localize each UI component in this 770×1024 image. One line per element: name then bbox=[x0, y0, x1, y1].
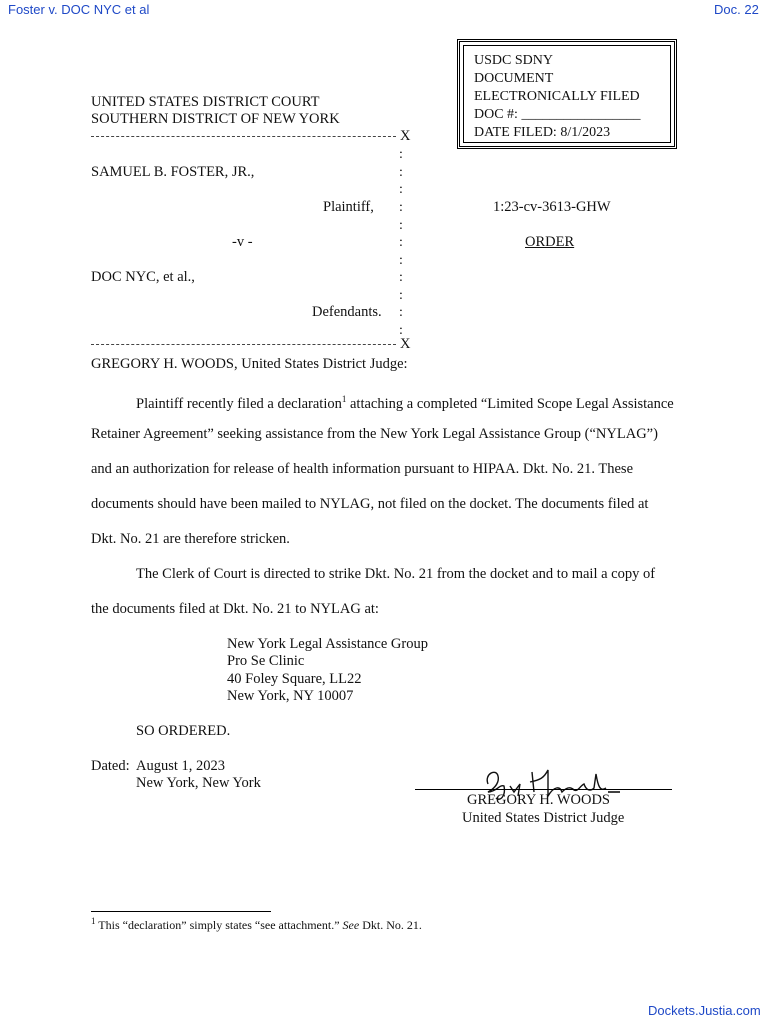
body-line: and an authorization for release of health information pursuant to HIPAA. Dkt. No. 21. These bbox=[91, 461, 634, 477]
caption-colon: : bbox=[399, 218, 403, 233]
stamp-line: DOCUMENT bbox=[474, 71, 554, 86]
body-line: the documents filed at Dkt. No. 21 to NYLAG at: bbox=[91, 601, 379, 617]
footnote-number: 1 bbox=[91, 916, 96, 926]
caption-colon: : bbox=[399, 323, 403, 338]
defendant-role: Defendants. bbox=[312, 304, 382, 320]
stamp-line: ELECTRONICALLY FILED bbox=[474, 89, 640, 104]
caption-colon: : bbox=[399, 147, 403, 162]
signer-name: GREGORY H. WOODS bbox=[467, 792, 610, 808]
case-title-link[interactable]: Foster v. DOC NYC et al bbox=[8, 2, 150, 17]
court-name: UNITED STATES DISTRICT COURT bbox=[91, 94, 320, 110]
stamp-line: USDC SDNY bbox=[474, 53, 553, 68]
dated-place: New York, New York bbox=[136, 775, 261, 791]
signature-line bbox=[415, 789, 672, 790]
filing-stamp bbox=[457, 39, 677, 149]
caption-colon: : bbox=[399, 305, 403, 320]
body-line: Plaintiff recently filed a declaration$^1$ attaching a completed “Limited Scope Legal Assistance bbox=[136, 394, 674, 412]
signer-title: United States District Judge bbox=[462, 810, 625, 826]
footnote-ref[interactable]: 1 bbox=[341, 394, 347, 404]
caption-colon: : bbox=[399, 182, 403, 197]
caption-colon: : bbox=[399, 200, 403, 215]
caption-colon: : bbox=[399, 165, 403, 180]
body-line: The Clerk of Court is directed to strike Dkt. No. 21 from the docket and to mail a copy of bbox=[136, 566, 656, 582]
body-line: Retainer Agreement” seeking assistance from the New York Legal Assistance Group (“NYLAG”) bbox=[91, 426, 658, 442]
caption-colon: : bbox=[399, 253, 403, 268]
caption-colon: : bbox=[399, 288, 403, 303]
stamp-date-filed: DATE FILED: 8/1/2023 bbox=[474, 125, 611, 140]
address-line: 40 Foley Square, LL22 bbox=[227, 671, 362, 687]
dated-date: August 1, 2023 bbox=[136, 758, 226, 774]
footnote-divider bbox=[91, 911, 271, 912]
order-title: ORDER bbox=[525, 234, 575, 250]
caption-divider-top bbox=[91, 136, 396, 137]
plaintiff-role: Plaintiff, bbox=[323, 199, 374, 215]
case-number: 1:23-cv-3613-GHW bbox=[493, 199, 611, 215]
dated-label: Dated: bbox=[91, 758, 130, 774]
caption-colon: : bbox=[399, 235, 403, 250]
court-district: SOUTHERN DISTRICT OF NEW YORK bbox=[91, 111, 340, 127]
address-line: New York, NY 10007 bbox=[227, 688, 354, 704]
body-line: documents should have been mailed to NYLAG, not filed on the docket. The documents filed at bbox=[91, 496, 649, 512]
caption-colon: : bbox=[399, 270, 403, 285]
versus-label: -v - bbox=[232, 234, 253, 250]
plaintiff-name: SAMUEL B. FOSTER, JR., bbox=[91, 164, 255, 180]
caption-x-bottom: X bbox=[400, 336, 411, 352]
caption-divider-bottom bbox=[91, 344, 396, 345]
defendant-name: DOC NYC, et al., bbox=[91, 269, 195, 285]
address-line: Pro Se Clinic bbox=[227, 653, 305, 669]
judge-intro: GREGORY H. WOODS, United States District Judge: bbox=[91, 356, 408, 372]
so-ordered: SO ORDERED. bbox=[136, 723, 231, 739]
justia-source-link[interactable]: Dockets.Justia.com bbox=[648, 1003, 761, 1018]
caption-x-top: X bbox=[400, 128, 411, 144]
doc-number-link[interactable]: Doc. 22 bbox=[714, 2, 759, 17]
address-line: New York Legal Assistance Group bbox=[227, 636, 428, 652]
body-line: Dkt. No. 21 are therefore stricken. bbox=[91, 531, 290, 547]
footnote: $^1$ This “declaration” simply states “see attachment.” See Dkt. No. 21. bbox=[91, 916, 422, 932]
stamp-line: DOC #: _________________ bbox=[474, 107, 641, 122]
footnote-signal: See bbox=[342, 918, 360, 932]
